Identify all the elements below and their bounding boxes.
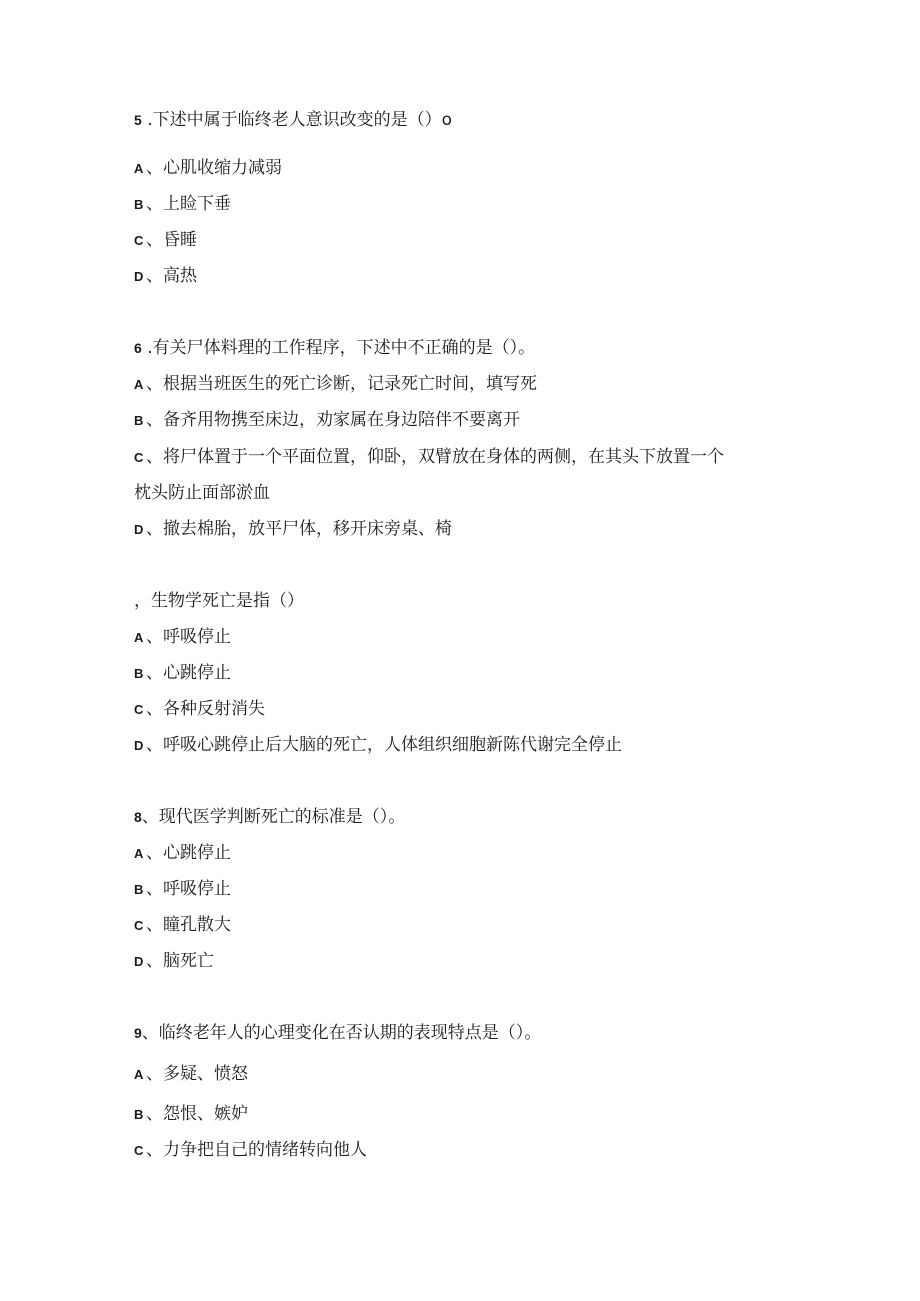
option-text: 呼吸停止 — [163, 879, 231, 899]
question-number: 5 — [134, 112, 142, 128]
option-separator: 、 — [146, 915, 163, 935]
question-5-option-d — [134, 264, 197, 289]
question-8-option-d — [134, 949, 214, 974]
option-label: C — [134, 450, 144, 465]
question-8-option-b — [134, 877, 231, 902]
option-text: 高热 — [163, 266, 197, 286]
option-text: 瞳孔散大 — [163, 915, 231, 935]
question-9-stem — [134, 1021, 541, 1045]
question-5-option-b — [134, 192, 231, 217]
option-label: B — [134, 413, 144, 428]
question-8-option-c — [134, 913, 231, 938]
question-prefix: 、 — [141, 807, 159, 827]
option-text: 脑死亡 — [163, 951, 214, 971]
option-label: B — [134, 1107, 144, 1122]
question-7-stem — [134, 589, 304, 613]
option-separator: 、 — [146, 374, 163, 394]
question-6-option-d — [134, 517, 452, 542]
option-text: 心肌收缩力减弱 — [163, 158, 282, 178]
option-label: B — [134, 882, 144, 897]
option-separator: 、 — [146, 194, 163, 214]
question-prefix: . — [141, 338, 153, 358]
option-label: C — [134, 702, 144, 717]
option-text: 昏睡 — [163, 230, 197, 250]
option-separator: 、 — [146, 230, 163, 250]
option-separator: 、 — [146, 1140, 163, 1160]
question-7-option-c — [134, 697, 265, 722]
option-label: B — [134, 197, 144, 212]
question-7-option-d — [134, 733, 622, 758]
option-separator: 、 — [146, 663, 163, 683]
option-label: B — [134, 666, 144, 681]
option-separator: 、 — [146, 699, 163, 719]
option-label: D — [134, 738, 144, 753]
question-text: 下述中属于临终老人意识改变的是（）o — [152, 110, 453, 130]
option-separator: 、 — [146, 879, 163, 899]
question-5-option-a — [134, 156, 282, 181]
question-6-option-c — [134, 445, 724, 470]
question-number: 9 — [134, 1025, 142, 1041]
option-text: 将尸体置于一个平面位置，仰卧，双臂放在身体的两侧，在其头下放置一个 — [163, 447, 724, 467]
option-separator: 、 — [146, 410, 163, 430]
option-label: D — [134, 522, 144, 537]
option-label: D — [134, 269, 144, 284]
option-text: 力争把自己的情绪转向他人 — [163, 1140, 367, 1160]
option-text: 各种反射消失 — [163, 699, 265, 719]
question-text: 有关尸体料理的工作程序，下述中不正确的是（）。 — [152, 338, 536, 358]
option-text: 上睑下垂 — [163, 194, 231, 214]
option-separator: 、 — [146, 735, 163, 755]
question-6-option-a — [134, 372, 537, 397]
option-separator: 、 — [146, 519, 163, 539]
option-separator: 、 — [146, 627, 163, 647]
question-number: 6 — [134, 340, 142, 356]
option-label: C — [134, 1143, 144, 1158]
question-9-option-a — [134, 1062, 248, 1087]
question-prefix: ， — [134, 591, 151, 611]
option-label: A — [134, 1067, 144, 1082]
question-text: 生物学死亡是指（） — [151, 591, 304, 611]
option-separator: 、 — [146, 843, 163, 863]
question-text: 现代医学判断死亡的标准是（）。 — [158, 807, 406, 827]
option-label: A — [134, 846, 144, 861]
option-text-continuation: 枕头防止面部淤血 — [134, 483, 270, 503]
option-separator: 、 — [146, 951, 163, 971]
question-6-option-b — [134, 408, 520, 433]
option-text: 多疑、愤怒 — [163, 1064, 248, 1084]
question-9-option-b — [134, 1102, 248, 1127]
question-8-option-a — [134, 841, 231, 866]
question-6-option-c-continued — [134, 481, 270, 505]
question-5-option-c — [134, 228, 197, 253]
option-separator: 、 — [146, 447, 163, 467]
question-number: 8 — [134, 809, 142, 825]
option-text: 呼吸心跳停止后大脑的死亡，人体组织细胞新陈代谢完全停止 — [163, 735, 622, 755]
option-separator: 、 — [146, 1104, 163, 1124]
question-8-stem — [134, 805, 405, 829]
option-label: D — [134, 954, 144, 969]
option-separator: 、 — [146, 266, 163, 286]
option-separator: 、 — [146, 158, 163, 178]
question-text: 临终老年人的心理变化在否认期的表现特点是（）。 — [158, 1023, 542, 1043]
question-7-option-b — [134, 661, 231, 686]
question-6-stem — [134, 336, 535, 360]
option-label: C — [134, 233, 144, 248]
option-label: A — [134, 161, 144, 176]
question-9-option-c — [134, 1138, 367, 1163]
option-text: 怨恨、嫉妒 — [163, 1104, 248, 1124]
option-label: C — [134, 918, 144, 933]
option-text: 心跳停止 — [163, 663, 231, 683]
question-prefix: 、 — [141, 1023, 159, 1043]
option-text: 心跳停止 — [163, 843, 231, 863]
option-text: 呼吸停止 — [163, 627, 231, 647]
question-5-stem — [134, 108, 452, 132]
question-prefix: . — [141, 110, 153, 130]
option-separator: 、 — [146, 1064, 163, 1084]
option-label: A — [134, 630, 144, 645]
option-text: 根据当班医生的死亡诊断，记录死亡时间，填写死 — [163, 374, 537, 394]
option-text: 备齐用物携至床边，劝家属在身边陪伴不要离开 — [163, 410, 520, 430]
option-text: 撤去棉胎，放平尸体，移开床旁桌、椅 — [163, 519, 452, 539]
question-7-option-a — [134, 625, 231, 650]
option-label: A — [134, 377, 144, 392]
